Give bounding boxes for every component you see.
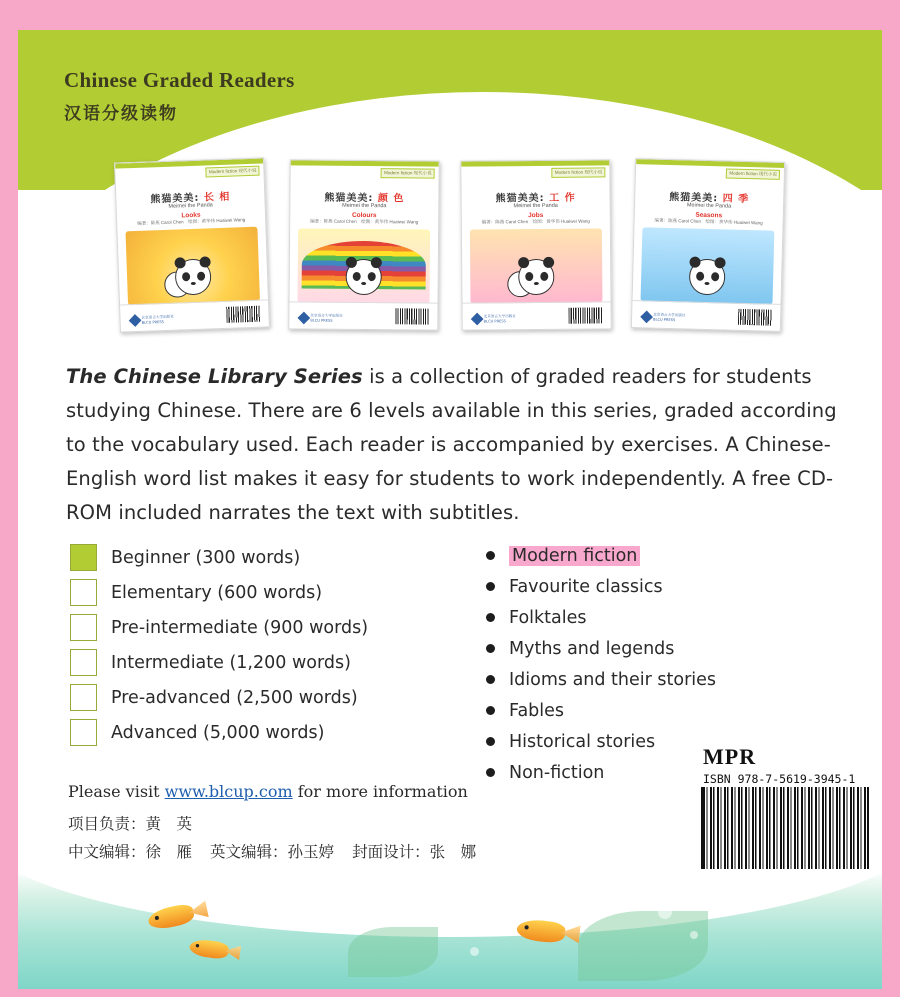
panda-nose [191,282,196,285]
book-cover-2[interactable] [288,159,439,330]
level-row[interactable] [70,645,400,680]
bubble-icon [340,921,347,928]
genre-label-myths-and-legends: Myths and legends [509,638,675,659]
isbn-barcode [701,787,869,873]
genre-label-favourite-classics: Favourite classics [509,576,663,597]
level-label-pre-intermediate: Pre-intermediate (900 words) [111,617,369,638]
panda-nose [534,282,539,285]
credits-chinese-editor-label: 中文编辑： [68,843,146,861]
series-description-body: is a collection of graded readers for students studying Chinese. There are 6 levels available in this series, graded according to the vocabulary used. Each reader is accompanied by exercises. A Chinese-English word list makes it easy for students to work independently. A free CD-ROM included narrates the text with subtitles. [66,365,837,524]
book-illustration-4 [641,227,775,304]
level-label-elementary: Elementary (600 words) [111,582,323,603]
genre-label-idioms-and-their-stories: Idioms and their stories [509,669,717,690]
book-footer-3 [463,301,611,329]
level-row[interactable] [70,715,400,750]
panda-icon [174,258,211,295]
series-description-lead: The Chinese Library Series [66,365,363,388]
visit-suffix: for more information [292,782,468,801]
bullet-icon [486,675,495,684]
book-name-english-1: Looks [181,211,201,220]
book-top-stripe [291,160,439,166]
goldfish-icon [188,938,229,960]
credits-chinese-editor-value: 徐 雁 [145,843,193,861]
credits-english-editor-value: 孙玉婷 [287,843,335,861]
panda-nose [704,282,709,285]
level-label-advanced: Advanced (5,000 words) [111,722,325,743]
bullet-icon [486,768,495,777]
book-cover-1[interactable] [114,157,270,332]
mpr-label: MPR [703,744,757,769]
bullet-icon [486,706,495,715]
level-label-intermediate: Intermediate (1,200 words) [111,652,351,673]
levels-list [70,540,400,750]
panda-eyes [176,271,210,281]
book-authors-4: 编著：陈燕 Carol Chen 绘图：黄华伟 Huaiwei Wang [654,217,763,226]
credits-project-lead-label: 项目负责： [68,815,146,833]
visit-prefix: Please visit [68,782,165,801]
book-barcode-3 [569,307,603,323]
level-row[interactable] [70,680,400,715]
series-description [66,360,856,530]
bubble-icon [690,931,698,939]
genre-row [486,540,826,571]
water-curve-shape [18,869,882,937]
book-series-english-1: Meimei the Panda [168,202,213,210]
genre-row [486,633,826,664]
book-series-english-4: Meimei the Panda [686,202,732,210]
book-top-stripe [461,160,609,166]
series-title-english: Chinese Graded Readers [64,68,295,92]
publisher-website-link[interactable]: www.blcup.com [164,782,293,801]
book-series-chinese-3: 熊猫美美: [495,192,545,205]
book-authors-2: 编著：陈燕 Carol Chen 绘图：黄华伟 Huaiwei Wang [310,218,419,225]
genre-label-non-fiction: Non-fiction [509,762,605,783]
panda-icon [518,259,554,295]
book-name-chinese-3: 工 作 [549,192,576,204]
level-checkbox-elementary[interactable] [70,579,97,606]
credits-block [68,810,476,866]
book-series-english-3: Meimei the Panda [513,202,558,210]
water-illustration [18,869,882,989]
book-name-chinese-4: 四 季 [722,193,750,206]
book-footer-1 [120,299,269,331]
book-name-english-2: Colours [351,211,377,219]
panda-nose [361,282,366,285]
level-checkbox-intermediate[interactable] [70,649,97,676]
book-barcode-2 [395,308,429,324]
book-name-english-4: Seasons [695,211,723,220]
credits-line-1 [68,810,476,838]
credits-project-lead-value: 黄 英 [145,815,193,833]
book-illustration-1 [125,227,260,306]
book-authors-1: 编著：陈燕 Carol Chen 绘图：黄华伟 Huaiwei Wang [137,217,246,226]
level-checkbox-advanced[interactable] [70,719,97,746]
book-badge-1: Modern fiction 现代小说 [206,166,260,177]
book-authors-3: 编著：陈燕 Carol Chen 绘图：黄华伟 Huaiwei Wang [481,218,590,225]
panda-eyes [519,272,553,281]
bubble-icon [318,899,328,909]
book-illustration-2 [297,228,430,303]
bullet-icon [486,613,495,622]
level-row[interactable] [70,540,400,575]
bullet-icon [486,551,495,560]
credits-line-2 [68,838,476,866]
level-checkbox-pre-advanced[interactable] [70,684,97,711]
book-series-english-2: Meimei the Panda [342,202,387,210]
credits-cover-design-label: 封面设计： [352,843,430,861]
panda-icon [346,259,382,295]
lotus-leaf-shape [348,927,438,977]
level-label-beginner: Beginner (300 words) [111,547,301,568]
credits-cover-design-value: 张 娜 [429,843,477,861]
level-row[interactable] [70,575,400,610]
bullet-icon [486,644,495,653]
book-series-chinese-4: 熊猫美美: [669,191,719,205]
page-frame-right [882,0,900,997]
level-checkbox-pre-intermediate[interactable] [70,614,97,641]
page-frame-top [0,0,900,30]
book-series-chinese-1: 熊猫美美: [150,192,200,206]
series-title-chinese: 汉语分级读物 [64,104,178,124]
bubble-icon [470,947,479,956]
genre-label-folktales: Folktales [509,607,587,628]
book-name-chinese-1: 长 相 [203,191,231,204]
book-barcode-1 [226,306,261,323]
page-frame-left [0,0,18,997]
publisher-logo-4: 北京语言大学出版社 BLCU PRESS [642,312,686,322]
publisher-logo-2: 北京语言大学出版社 BLCU PRESS [299,313,342,322]
panda-eyes [347,272,381,281]
book-badge-4: Modern fiction 现代小说 [726,168,780,179]
book-name-chinese-2: 颜 色 [377,193,405,205]
level-row[interactable] [70,610,400,645]
genre-row [486,602,826,633]
genre-label-fables: Fables [509,700,565,721]
book-badge-2: Modern fiction 现代小说 [381,168,435,178]
book-cover-4[interactable] [631,158,785,332]
book-footer-4 [632,300,781,331]
level-checkbox-beginner[interactable] [70,544,97,571]
book-series-chinese-2: 熊猫美美: [324,192,374,205]
book-cover-3[interactable] [460,159,611,330]
page-frame-bottom [0,989,900,997]
bubble-icon [658,905,672,919]
visit-line [68,782,468,801]
genre-label-modern-fiction: Modern fiction [509,546,640,566]
credits-english-editor-label: 英文编辑： [210,843,288,861]
level-label-pre-advanced: Pre-advanced (2,500 words) [111,687,358,708]
panda-eyes [690,272,724,282]
book-footer-2 [289,301,437,329]
genre-label-historical-stories: Historical stories [509,731,656,752]
book-barcode-4 [738,309,772,326]
book-name-english-3: Jobs [528,211,544,219]
bullet-icon [486,737,495,746]
bullet-icon [486,582,495,591]
lotus-leaf-shape [578,911,708,981]
book-illustration-3 [470,228,603,303]
genre-row [486,695,826,726]
genre-row [486,664,826,695]
book-badge-3: Modern fiction 现代小说 [552,167,606,177]
publisher-logo-3: 北京语言大学出版社 BLCU PRESS [473,314,516,323]
publisher-logo-1: 北京语言大学出版社 BLCU PRESS [130,315,174,326]
isbn-text: ISBN 978-7-5619-3945-1 [703,772,856,786]
genre-row [486,571,826,602]
book-top-stripe [636,159,784,168]
book-cover-row [18,160,882,345]
panda-icon [689,259,726,296]
header-title-group [64,68,295,124]
